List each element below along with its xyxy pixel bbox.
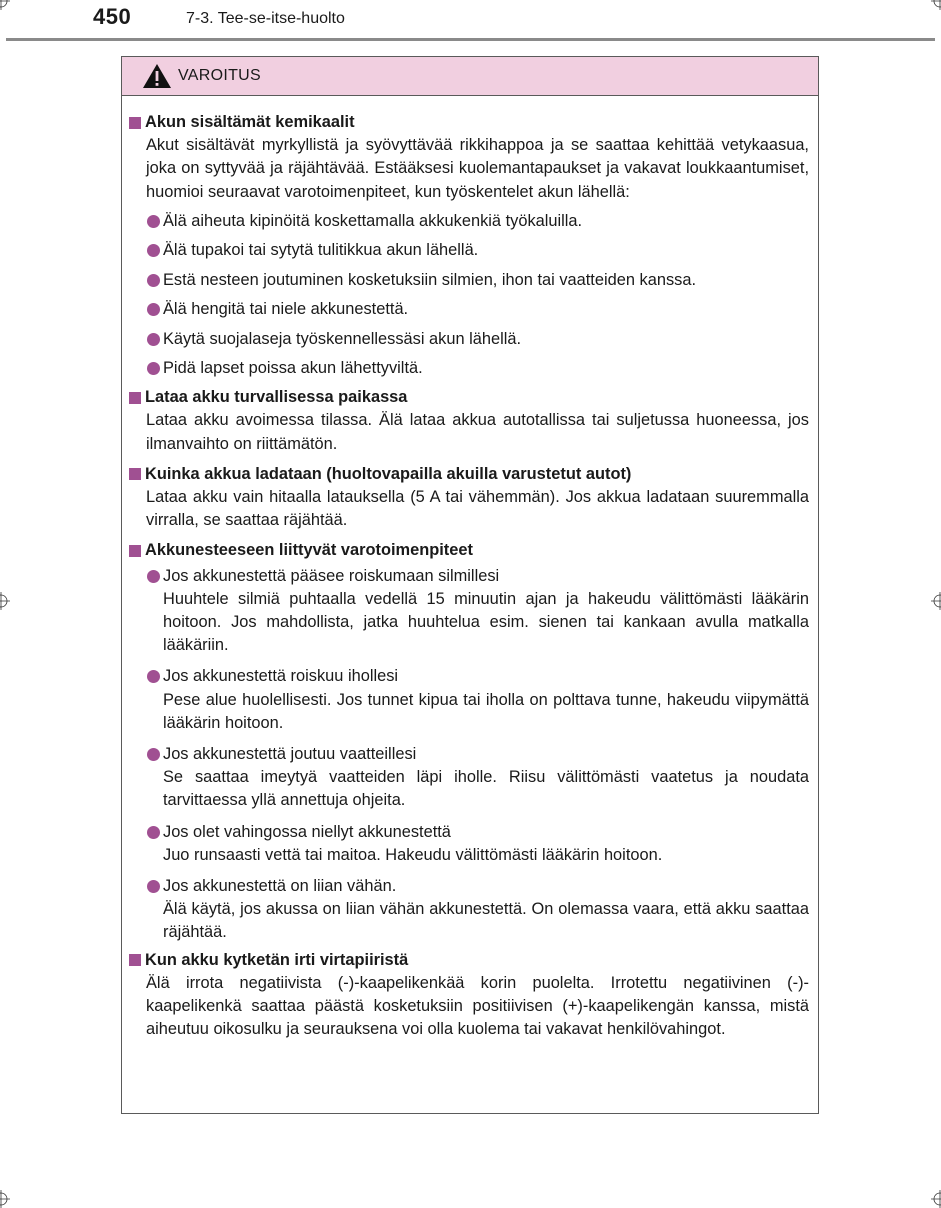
section-text: Lataa akku vain hitaalla latauksella (5 A tai vähemmän). Jos akkua ladataan suuremmalla virralla, se saattaa räjähtää. [146, 487, 809, 530]
list-item [129, 239, 809, 262]
list-item [129, 210, 809, 233]
list-item-text: Käytä suojalaseja työskennellessäsi akun lähellä. [163, 329, 522, 348]
list-item [129, 565, 809, 658]
list-item [129, 821, 809, 867]
list-item [129, 269, 809, 292]
crop-mark-icon [931, 592, 941, 610]
section-text: Älä irrota negatiivista (-)-kaapelikenkää korin puolelta. Irrotettu negatiivinen (-)-kaapelikenkä saattaa päästä kosketuksiin positiivisen (+)-kaapelikengän kanssa, mistä aiheutuu oikosulku ja seurauksena voi olla kuolema tai vakavat henkilövahingot. [146, 973, 809, 1039]
crop-mark-icon [931, 1190, 941, 1208]
list-item-detail: Se saattaa imeytyä vaatteiden läpi iholle. Riisu välittömästi vaatetus ja noudata tarvittaessa yllä annettuja ohjeita. [163, 768, 809, 810]
list-item-text: Älä aiheuta kipinöitä koskettamalla akkukenkiä työkaluilla. [163, 212, 583, 230]
list-item-title: Jos olet vahingossa niellyt akkunestettä [163, 822, 451, 841]
crop-mark-icon [0, 592, 10, 610]
warning-triangle-icon [142, 63, 172, 89]
square-bullet-icon [129, 545, 141, 557]
round-bullet-icon [147, 215, 160, 228]
section-text: Akut sisältävät myrkyllistä ja syövyttävää rikkihappoa ja se saattaa kehittää vetykaasua, joka on syttyvää ja räjähtävää. Estääksesi kuolemantapaukset ja vakavat loukkaantumiset, huomioi seuraavat varotoimenpiteet, kun työskentelet akun lähellä: [146, 136, 809, 201]
list-item-text: Pidä lapset poissa akun lähettyviltä. [163, 358, 423, 377]
section-heading-text: Akkunesteeseen liittyvät varotoimenpiteet [145, 541, 473, 560]
square-bullet-icon [129, 392, 141, 404]
list-item [129, 298, 809, 321]
list-item-title: Jos akkunestettä joutuu vaatteillesi [163, 745, 417, 763]
list-item-text: Älä hengitä tai niele akkunestettä. [163, 300, 409, 319]
warning-bar [122, 57, 818, 96]
list-item [129, 665, 809, 735]
section-heading [129, 111, 809, 134]
section-heading [129, 539, 809, 562]
list-item-title: Jos akkunestettä on liian vähän. [163, 877, 397, 896]
page-number: 450 [93, 4, 132, 29]
section-title: 7-3. Tee-se-itse-huolto [186, 10, 345, 27]
list-item-detail: Juo runsaasti vettä tai maitoa. Hakeudu välittömästi lääkärin hoitoon. [163, 845, 663, 864]
round-bullet-icon [147, 570, 160, 583]
section-heading-text: Kuinka akkua ladataan (huoltovapailla akuilla varustetut autot) [145, 464, 632, 483]
round-bullet-icon [147, 303, 160, 316]
section-heading-text: Kun akku kytketän irti virtapiiristä [145, 950, 409, 969]
list-item-title: Jos akkunestettä pääsee roiskumaan silmillesi [163, 566, 500, 585]
list-item-detail: Älä käytä, jos akussa on liian vähän akkunestettä. On olemassa vaara, että akku saattaa räjähtää. [163, 900, 809, 942]
list-item-detail: Huuhtele silmiä puhtaalla vedellä 15 minuutin ajan ja hakeudu välittömästi lääkärin hoitoon. Jos mahdollista, jatka huuhtelua esim. sienen tai kankaan avulla matkalla lääkäriin. [163, 589, 809, 655]
list-item [129, 875, 809, 945]
list-item [129, 743, 809, 813]
section-heading [129, 386, 809, 409]
list-item-text: Älä tupakoi tai sytytä tulitikkua akun lähellä. [163, 241, 479, 260]
round-bullet-icon [147, 748, 160, 761]
section-heading [129, 949, 809, 972]
warning-label: VAROITUS [178, 67, 262, 84]
section-heading-text: Lataa akku turvallisessa paikassa [145, 388, 408, 407]
round-bullet-icon [147, 880, 160, 893]
section-text: Lataa akku avoimessa tilassa. Älä lataa akkua autotallissa tai suljetussa huoneessa, jos ilmanvaihto on riittämätön. [146, 411, 809, 453]
list-item [129, 357, 809, 380]
warning-content [122, 96, 818, 1041]
list-item [129, 328, 809, 351]
section-heading [129, 463, 809, 486]
list-item-title: Jos akkunestettä roiskuu ihollesi [163, 667, 399, 686]
section-heading-text: Akun sisältämät kemikaalit [145, 113, 355, 131]
list-item-text: Estä nesteen joutuminen kosketuksiin silmien, ihon tai vaatteiden kanssa. [163, 270, 696, 289]
warning-box [121, 56, 819, 1114]
crop-mark-icon [0, 1190, 10, 1208]
round-bullet-icon [147, 333, 160, 346]
round-bullet-icon [147, 274, 160, 287]
round-bullet-icon [147, 362, 160, 375]
round-bullet-icon [147, 670, 160, 683]
round-bullet-icon [147, 244, 160, 257]
square-bullet-icon [129, 117, 141, 129]
page-header [0, 0, 941, 42]
square-bullet-icon [129, 468, 141, 480]
square-bullet-icon [129, 954, 141, 966]
header-rule [6, 38, 935, 41]
round-bullet-icon [147, 826, 160, 839]
list-item-detail: Pese alue huolellisesti. Jos tunnet kipua tai iholla on polttava tunne, hakeudu viipymättä lääkärin hoitoon. [163, 690, 809, 732]
